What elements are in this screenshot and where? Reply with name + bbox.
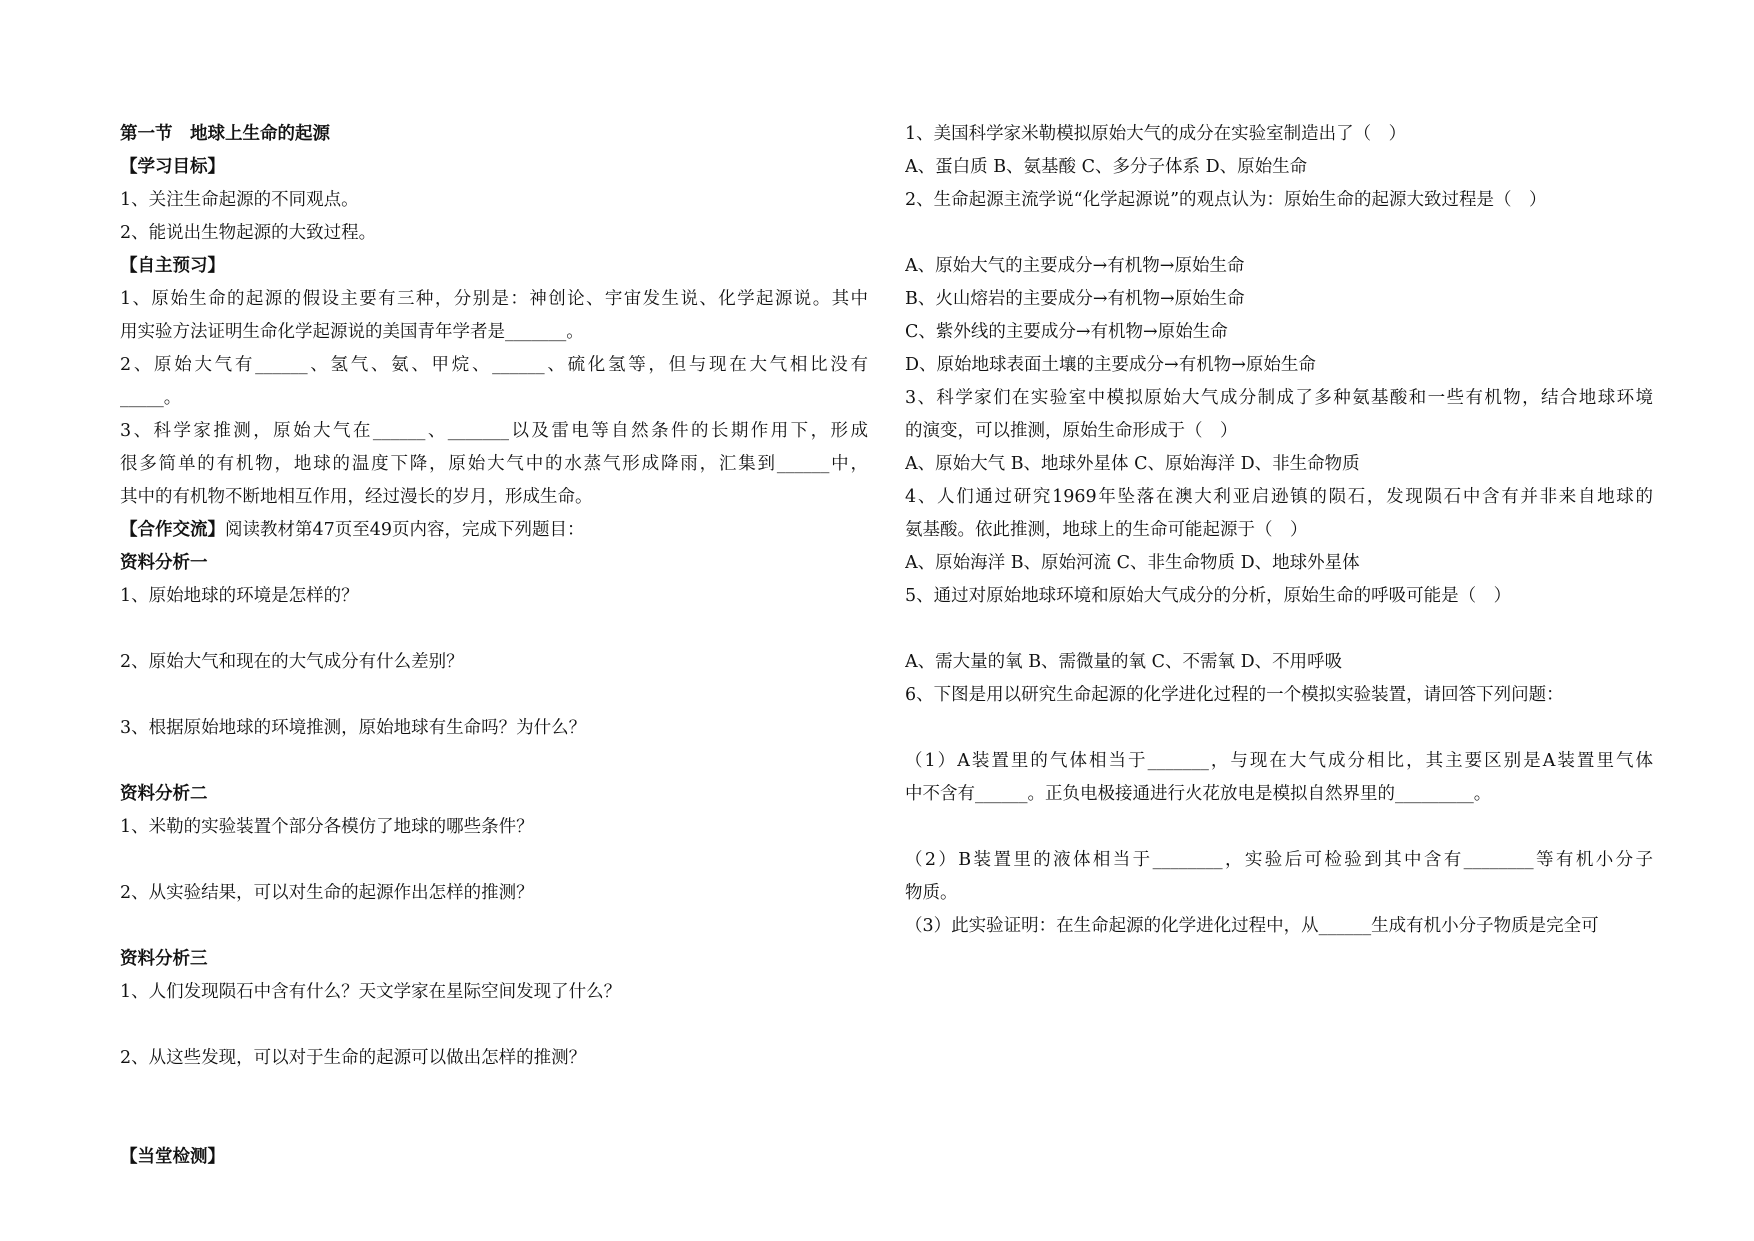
text-line: 3、根据原始地球的环境推测，原始地球有生命吗？为什么？ [120, 718, 587, 738]
text-line: C、紫外线的主要成分→有机物→原始生命 [905, 322, 1228, 342]
text-line: B、火山熔岩的主要成分→有机物→原始生命 [905, 289, 1245, 309]
text-line: 1、关注生命起源的不同观点。 [120, 190, 359, 210]
text-line [120, 514, 868, 547]
left-column [120, 118, 868, 1174]
text-line: （3）此实验证明：在生命起源的化学进化过程中，从______生成有机小分子物质是完全可 [905, 916, 1599, 936]
spacer [905, 811, 1653, 844]
section-heading: 资料分析一 [120, 553, 208, 573]
spacer [905, 613, 1653, 646]
text-line: D、原始地球表面土壤的主要成分→有机物→原始生命 [905, 355, 1316, 375]
spacer [120, 1108, 868, 1141]
spacer [120, 1009, 868, 1042]
spacer [905, 712, 1653, 745]
text-line: 2、从这些发现，可以对于生命的起源可以做出怎样的推测？ [120, 1048, 587, 1068]
text-line: （1）A装置里的气体相当于_______，与现在大气成分相比，其主要区别是A装置里气体 [905, 751, 1653, 771]
text-line: A、需大量的氧 B、需微量的氧 C、不需氧 D、不用呼吸 [905, 652, 1343, 672]
text-line: A、原始海洋 B、原始河流 C、非生命物质 D、地球外星体 [905, 553, 1360, 573]
text-line: 1、美国科学家米勒模拟原始大气的成分在实验室制造出了（ ） [905, 124, 1407, 144]
section-heading: 【当堂检测】 [120, 1147, 225, 1167]
text-line: 1、原始生命的起源的假设主要有三种，分别是：神创论、宇宙发生说、化学起源说。其中 [120, 289, 868, 309]
text-line: 2、从实验结果，可以对生命的起源作出怎样的推测？ [120, 883, 534, 903]
text-line: （2）B装置里的液体相当于________，实验后可检验到其中含有________等有机小分子 [905, 850, 1653, 870]
section-heading: 第一节 地球上生命的起源 [120, 124, 330, 144]
text-line: 4、人们通过研究1969年坠落在澳大利亚启逊镇的陨石，发现陨石中含有并非来自地球的 [905, 487, 1653, 507]
spacer [120, 1075, 868, 1108]
text-line: 用实验方法证明生命化学起源说的美国青年学者是_______。 [120, 322, 584, 342]
text-line: 氨基酸。依此推测，地球上的生命可能起源于（ ） [905, 520, 1308, 540]
spacer [120, 745, 868, 778]
right-column [905, 118, 1653, 943]
section-heading: 资料分析二 [120, 784, 208, 804]
text-line: 6、下图是用以研究生命起源的化学进化过程的一个模拟实验装置，请回答下列问题： [905, 685, 1564, 705]
text-line: 2、生命起源主流学说“化学起源说”的观点认为：原始生命的起源大致过程是（ ） [905, 190, 1547, 210]
spacer [120, 613, 868, 646]
text-line: 3、科学家们在实验室中模拟原始大气成分制成了多种氨基酸和一些有机物，结合地球环境 [905, 388, 1653, 408]
text-line: 3、科学家推测，原始大气在______、_______以及雷电等自然条件的长期作用下，形成 [120, 421, 868, 441]
text-line: A、原始大气 B、地球外星体 C、原始海洋 D、非生命物质 [905, 454, 1360, 474]
section-heading: 【合作交流】 [120, 520, 225, 540]
spacer [120, 679, 868, 712]
spacer [905, 217, 1653, 250]
text-line: 中不含有______。正负电极接通进行火花放电是模拟自然界里的_________。 [905, 784, 1492, 804]
text-line: 物质。 [905, 883, 958, 903]
text-line: 1、原始地球的环境是怎样的？ [120, 586, 359, 606]
text-line: 很多简单的有机物，地球的温度下降，原始大气中的水蒸气形成降雨，汇集到______中， [120, 454, 868, 474]
section-heading: 【学习目标】 [120, 157, 225, 177]
text-line: 1、人们发现陨石中含有什么？天文学家在星际空间发现了什么？ [120, 982, 622, 1002]
line-text: 阅读教材第47页至49页内容，完成下列题目： [225, 520, 585, 540]
spacer [120, 910, 868, 943]
section-heading: 资料分析三 [120, 949, 208, 969]
text-line: 1、米勒的实验装置个部分各模仿了地球的哪些条件？ [120, 817, 534, 837]
text-line: 2、原始大气和现在的大气成分有什么差别？ [120, 652, 464, 672]
text-line: 2、原始大气有______、氢气、氨、甲烷、______、硫化氢等，但与现在大气相比没有 [120, 355, 868, 375]
text-line: A、蛋白质 B、氨基酸 C、多分子体系 D、原始生命 [905, 157, 1308, 177]
text-line: 的演变，可以推测，原始生命形成于（ ） [905, 421, 1238, 441]
section-heading: 【自主预习】 [120, 256, 225, 276]
text-line: A、原始大气的主要成分→有机物→原始生命 [905, 256, 1245, 276]
text-line: 5、通过对原始地球环境和原始大气成分的分析，原始生命的呼吸可能是（ ） [905, 586, 1512, 606]
text-line: 其中的有机物不断地相互作用，经过漫长的岁月，形成生命。 [120, 487, 593, 507]
spacer [120, 844, 868, 877]
text-line: _____。 [120, 388, 182, 408]
text-line: 2、能说出生物起源的大致过程。 [120, 223, 377, 243]
